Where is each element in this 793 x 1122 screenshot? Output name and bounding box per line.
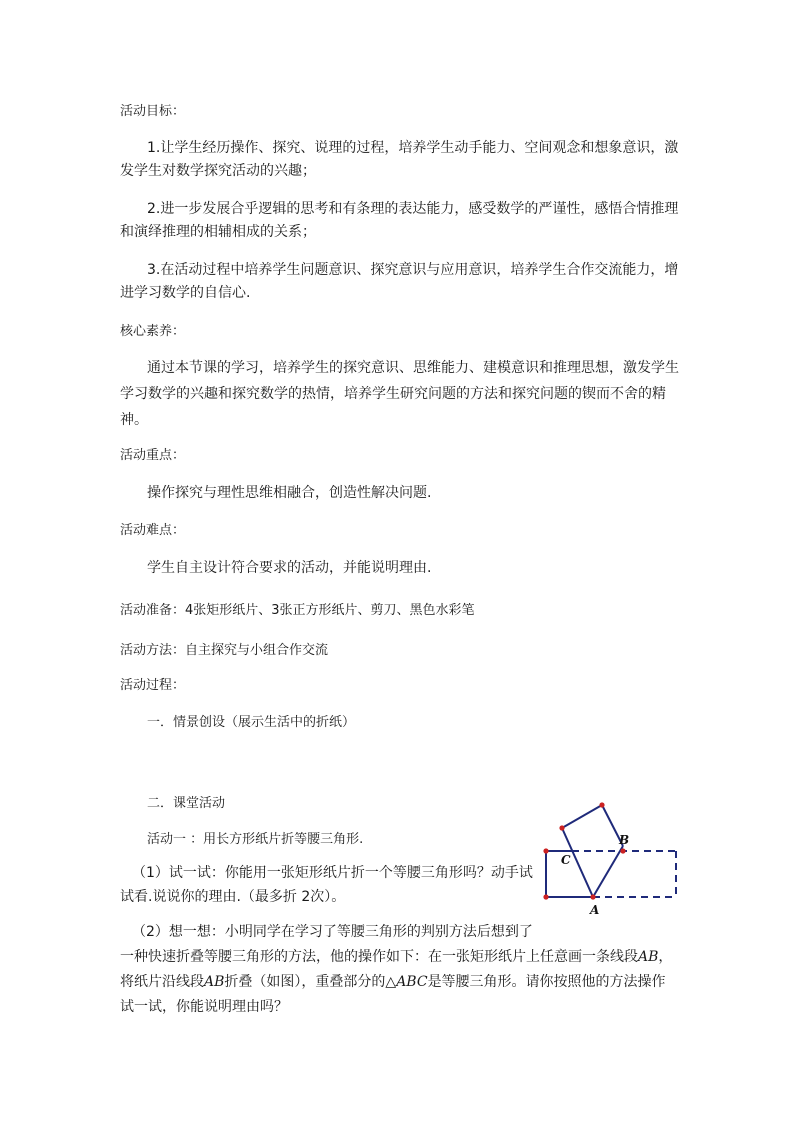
segment-ab: AB (638, 949, 659, 965)
question-2-line-3 (120, 971, 666, 991)
question-2-line-2 (120, 946, 672, 966)
difficulty-heading: 活动难点： (120, 523, 186, 538)
activity-1-title: 活动一 ：用长方形纸片折等腰三角形. (147, 832, 364, 847)
goal-3-line-1: 3.在活动过程中培养学生问题意识、探究意识与应用意识，培养学生合作交流能力，增 (147, 262, 679, 278)
q2-line3-text-2: 折叠（如图），重叠部分的△ (224, 974, 397, 990)
goal-1-line-2: 发学生对数学探究活动的兴趣； (120, 163, 316, 179)
q2-line3-text-3: 是等腰三角形。请你按照他的方法操作 (427, 974, 666, 990)
goal-2-line-1: 2.进一步发展合乎逻辑的思考和有条理的表达能力，感受数学的严谨性，感悟合情推理 (147, 201, 679, 217)
goal-3-line-2: 进学习数学的自信心. (120, 285, 251, 301)
step-2: 二．课堂活动 (147, 796, 226, 811)
question-2-line-4: 试一试，你能说明理由吗？ (120, 999, 288, 1015)
flap-edge-2 (562, 805, 602, 828)
core-line-3: 神。 (120, 412, 148, 428)
core-line-1: 通过本节课的学习，培养学生的探究意识、思维能力、建模意识和推理思想，激发学生 (147, 360, 679, 376)
key-heading: 活动重点： (120, 448, 186, 463)
vertex-flap-left (559, 825, 564, 830)
segment-ab-2: AB (204, 974, 225, 990)
folding-figure (535, 796, 685, 916)
step-1: 一．情景创设（展示生活中的折纸） (147, 715, 356, 730)
question-2-line-1: （2）想一想：小明同学在学习了等腰三角形的判别方法后想到了 (132, 924, 533, 940)
q2-line2-comma: ， (658, 949, 673, 965)
preparation-line: 活动准备：4张矩形纸片、3张正方形纸片、剪刀、黑色水彩笔 (120, 603, 475, 618)
core-heading: 核心素养： (120, 324, 186, 339)
method-line: 活动方法：自主探究与小组合作交流 (120, 643, 329, 658)
vertex-rect-bl (543, 894, 548, 899)
label-c: C (561, 853, 571, 867)
vertex-rect-tl (543, 848, 548, 853)
core-line-2: 学习数学的兴趣和探究数学的热情，培养学生研究问题的方法和探究问题的锲而不舍的精 (120, 386, 666, 402)
goal-1-line-1: 1.让学生经历操作、探究、说理的过程，培养学生动手能力、空间观念和想象意识，激 (147, 140, 679, 156)
difficulty-text: 学生自主设计符合要求的活动，并能说明理由. (147, 560, 432, 576)
q2-line2-text: 一种快速折叠等腰三角形的方法，他的操作如下：在一张矩形纸片上任意画一条线段 (120, 949, 638, 965)
vertex-b (620, 848, 625, 853)
goals-heading: 活动目标： (120, 104, 186, 119)
vertex-flap-top (599, 802, 604, 807)
question-1-line-1: （1）试一试：你能用一张矩形纸片折一个等腰三角形吗？动手试 (132, 865, 533, 881)
label-a: A (590, 903, 600, 916)
key-text: 操作探究与理性思维相融合，创造性解决问题. (147, 485, 432, 501)
triangle-abc: ABC (396, 974, 428, 990)
process-heading: 活动过程： (120, 678, 186, 693)
question-1-line-2: 试看.说说你的理由.（最多折 2次）。 (120, 889, 346, 905)
goal-2-line-2: 和演绎推理的相辅相成的关系； (120, 224, 316, 240)
fold-line-ab (593, 846, 623, 897)
label-b: B (619, 833, 630, 847)
vertex-a (590, 894, 595, 899)
q2-line3-text-1: 将纸片沿线段 (120, 974, 204, 990)
